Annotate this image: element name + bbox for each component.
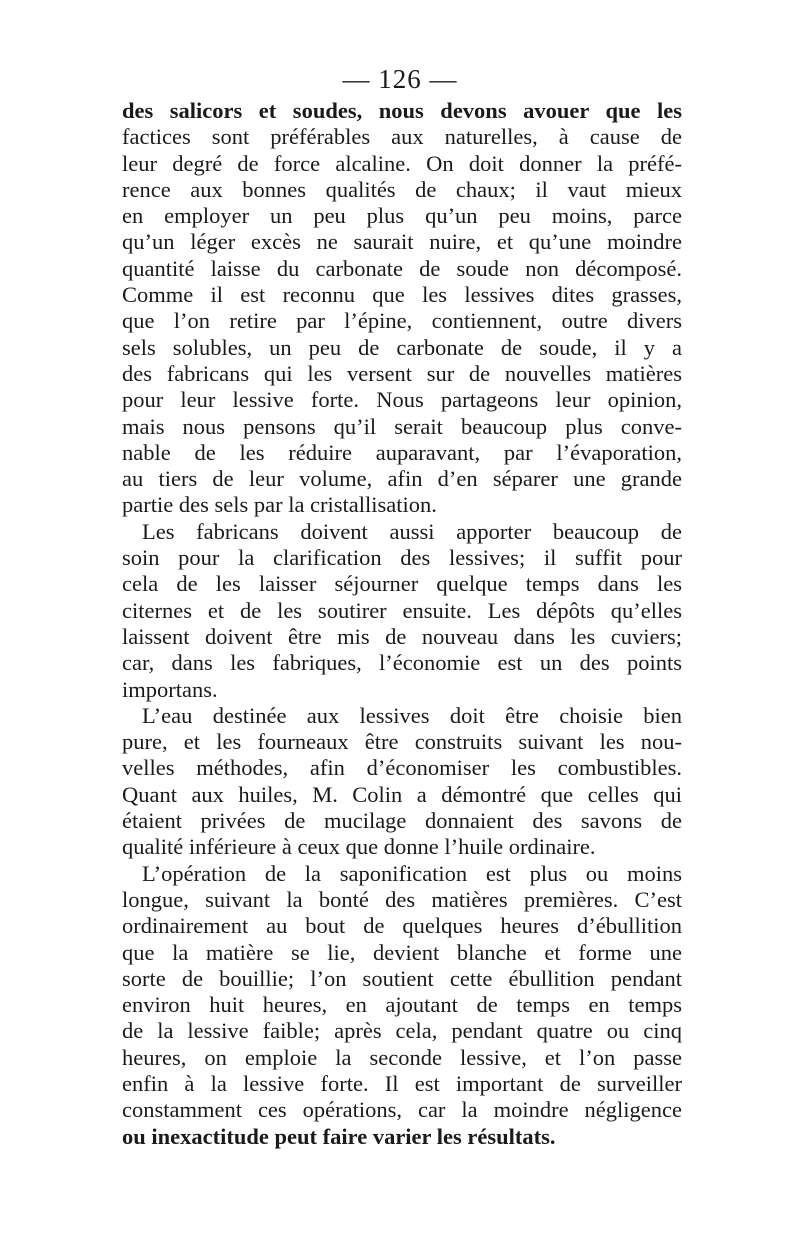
text-line: des salicors et soudes, nous devons avouer que les: [122, 98, 682, 123]
text-line: velles méthodes, afin d’économiser les combustibles.: [122, 755, 682, 781]
text-line: L’opération de la saponification est plus ou moins: [142, 860, 682, 886]
text-line: rence aux bonnes qualités de chaux; il vaut mieux: [122, 176, 682, 202]
text-line: pure, et les fourneaux être construits suivant les nou-: [122, 729, 682, 755]
text-line: longue, suivant la bonté des matières premières. C’est: [122, 886, 682, 912]
text-line: laissent doivent être mis de nouveau dans les cuviers;: [122, 623, 682, 649]
page-number: — 126 —: [342, 64, 458, 94]
text-line: pour leur lessive forte. Nous partageons leur opinion,: [122, 387, 682, 413]
text-line: mais nous pensons qu’il serait beaucoup plus conve-: [122, 413, 682, 439]
text-line: ou inexactitude peut faire varier les résultats.: [122, 1123, 556, 1149]
text-line: leur degré de force alcaline. On doit donner la préfé-: [122, 150, 682, 176]
text-line: soin pour la clarification des lessives; il suffit pour: [122, 545, 682, 571]
text-line: constamment ces opérations, car la moindre négligence: [122, 1097, 682, 1123]
text-line: enfin à la lessive forte. Il est important de surveiller: [122, 1070, 682, 1096]
text-line: nable de les réduire auparavant, par l’évaporation,: [122, 439, 682, 465]
text-line: partie des sels par la cristallisation.: [122, 492, 437, 518]
text-line: sorte de bouillie; l’on soutient cette ébullition pendant: [122, 965, 682, 991]
text-line: de la lessive faible; après cela, pendant quatre ou cinq: [122, 1018, 682, 1044]
text-line: en employer un peu plus qu’un peu moins, parce: [122, 203, 682, 229]
text-line: des fabricans qui les versent sur de nouvelles matières: [122, 360, 682, 386]
text-line: Les fabricans doivent aussi apporter beaucoup de: [142, 518, 682, 544]
text-line: au tiers de leur volume, afin d’en séparer une grande: [122, 466, 682, 492]
text-line: cela de les laisser séjourner quelque temps dans les: [122, 571, 682, 597]
text-line: Quant aux huiles, M. Colin a démontré que celles qui: [122, 781, 682, 807]
text-line: quantité laisse du carbonate de soude non décomposé.: [122, 255, 682, 281]
text-line: citernes et de les soutirer ensuite. Les dépôts qu’elles: [122, 597, 682, 623]
text-line: que la matière se lie, devient blanche et forme une: [122, 939, 682, 965]
text-line: sels solubles, un peu de carbonate de soude, il y a: [122, 334, 682, 360]
text-line: heures, on emploie la seconde lessive, et l’on passe: [122, 1044, 682, 1070]
text-line: importans.: [122, 676, 218, 702]
text-line: L’eau destinée aux lessives doit être choisie bien: [142, 702, 682, 728]
text-line: car, dans les fabriques, l’économie est un des points: [122, 650, 682, 676]
text-line: qu’un léger excès ne saurait nuire, et qu’une moindre: [122, 229, 682, 255]
text-line: factices sont préférables aux naturelles, à cause de: [122, 124, 682, 150]
text-line: Comme il est reconnu que les lessives dites grasses,: [122, 282, 682, 308]
text-line: qualité inférieure à ceux que donne l’huile ordinaire.: [122, 834, 596, 860]
body-text: [122, 98, 682, 1150]
text-line: environ huit heures, en ajoutant de temps en temps: [122, 992, 682, 1018]
text-line: étaient privées de mucilage donnaient des savons de: [122, 808, 682, 834]
text-line: que l’on retire par l’épine, contiennent, outre divers: [122, 308, 682, 334]
text-line: ordinairement au bout de quelques heures d’ébullition: [122, 913, 682, 939]
